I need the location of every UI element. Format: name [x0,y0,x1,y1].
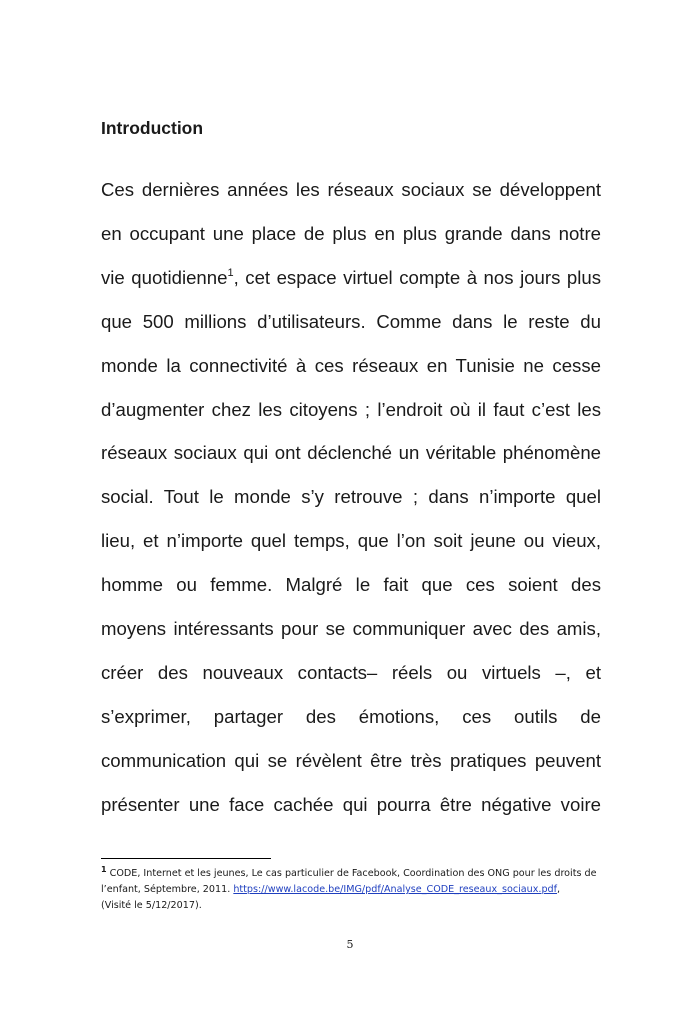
paragraph-line-text: vie quotidienne [101,266,228,288]
footnote-reference[interactable]: 1 [227,266,234,279]
paragraph-line: que 500 millions d’utilisateurs. Comme dans le reste du [101,310,601,332]
section-heading: Introduction [101,118,204,138]
footnote-separator [101,858,271,859]
paragraph-line: moyens intéressants pour se communiquer avec des amis, [101,618,601,640]
paragraph-line: présenter une face cachée qui pourra être négative voire [101,793,601,815]
paragraph-line: lieu, et n’importe quel temps, que l’on soit jeune ou vieux, [101,530,601,552]
footnote-line [101,882,601,898]
footnote-link[interactable]: https://www.lacode.be/IMG/pdf/Analyse_CODE_reseaux_sociaux.pdf [233,884,558,896]
footnote-number: 1 [101,864,107,874]
page-number: 5 [346,938,354,951]
footnote-line [101,866,601,882]
paragraph-line: s’exprimer, partager des émotions, ces outils de [101,705,601,727]
paragraph-line: Ces dernières années les réseaux sociaux se développent [101,179,601,200]
footnote-text: l’enfant, Séptembre, 2011. [101,884,234,896]
paragraph-line-text: , cet espace virtuel compte à nos jours plus [233,266,601,288]
footnote [101,866,601,915]
paragraph-line: créer des nouveaux contacts– réels ou virtuels –, et [101,661,601,683]
paragraph-line: homme ou femme. Malgré le fait que ces soient des [101,574,601,596]
paragraph-line: monde la connectivité à ces réseaux en Tunisie ne cesse [101,354,601,376]
paragraph-line: en occupant une place de plus en plus grande dans notre [101,222,601,244]
paragraph-line: d’augmenter chez les citoyens ; l’endroit où il faut c’est les [101,398,601,420]
body-paragraph [101,168,601,827]
paragraph-line-with-footnote [101,256,601,300]
paragraph-line: social. Tout le monde s’y retrouve ; dans n’importe quel [101,486,601,508]
footnote-text: , [557,884,561,896]
paragraph-line: communication qui se révèlent être très pratiques peuvent [101,749,601,771]
footnote-line: (Visité le 5/12/2017). [101,900,202,912]
paragraph-line: réseaux sociaux qui ont déclenché un véritable phénomène [101,442,601,464]
footnote-text: CODE, Internet et les jeunes, Le cas particulier de Facebook, Coordination des ONG pour les droits de [106,868,597,879]
